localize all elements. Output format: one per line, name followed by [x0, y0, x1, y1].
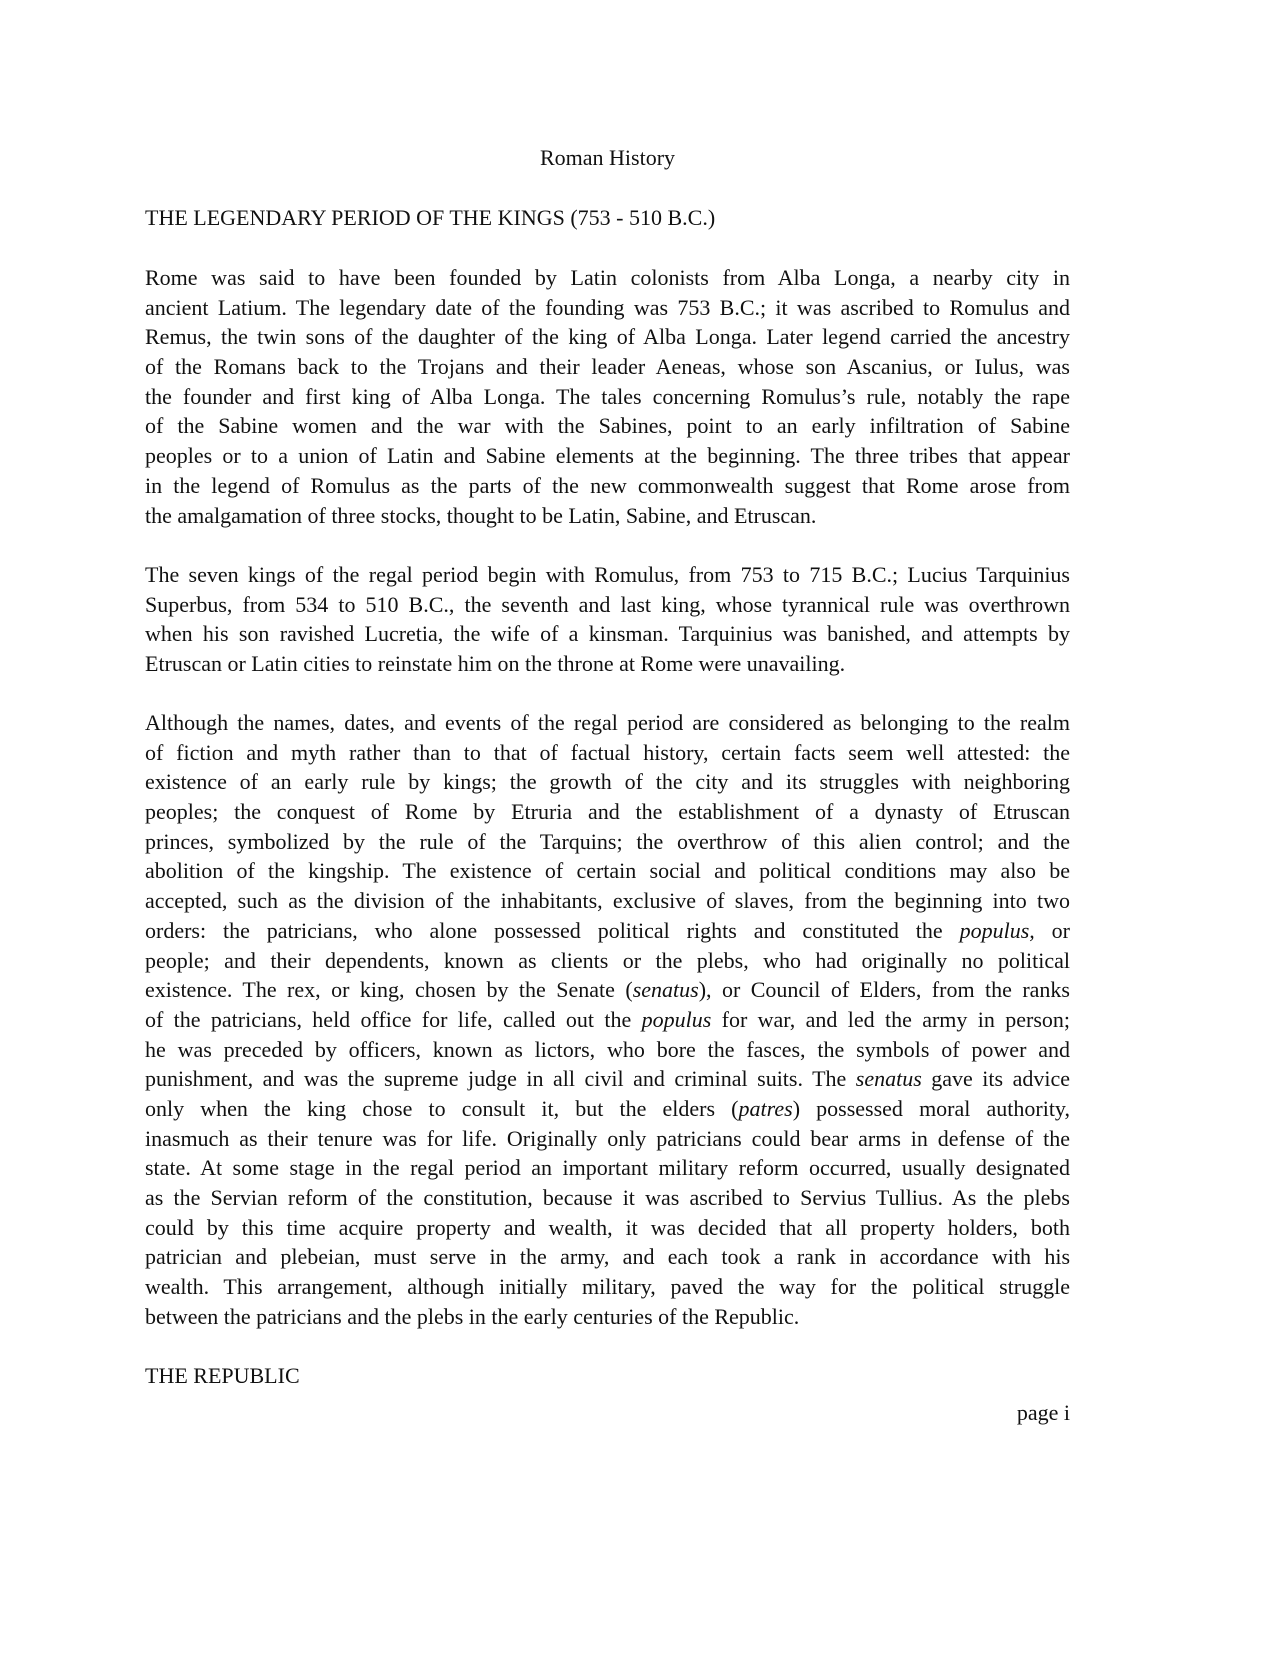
text-line: Superbus, from 534 to 510 B.C., the seventh and last king, whose tyrannical rule was overthrown [145, 591, 1070, 617]
text-line: the founder and first king of Alba Longa. The tales concerning Romulus’s rule, notably the rape [145, 383, 1070, 409]
text-line [145, 1005, 1070, 1035]
text-line: wealth. This arrangement, although initially military, paved the way for the political struggle [145, 1274, 1070, 1300]
text-segment: ) possessed moral authority, [792, 1095, 1071, 1121]
text-line: princes, symbolized by the rule of the Tarquins; the overthrow of this alien control; and the [145, 828, 1070, 854]
text-line: when his son ravished Lucretia, the wife of a kinsman. Tarquinius was banished, and attempts by [145, 621, 1070, 647]
text-line: patrician and plebeian, must serve in the army, and each took a rank in accordance with his [145, 1244, 1070, 1270]
text-line: of the Romans back to the Trojans and their leader Aeneas, whose son Ascanius, or Iulus, was [145, 354, 1070, 380]
text-segment: of the patricians, held office for life, called out the [145, 1006, 642, 1032]
text-line: peoples; the conquest of Rome by Etruria and the establishment of a dynasty of Etruscan [145, 799, 1070, 825]
text-line: of fiction and myth rather than to that of factual history, certain facts seem well attested: the [145, 739, 1070, 765]
text-segment: for war, and led the army in person; [711, 1006, 1070, 1032]
italic-term: patres [738, 1095, 793, 1121]
text-line: the amalgamation of three stocks, thought to be Latin, Sabine, and Etruscan. [145, 502, 817, 528]
italic-term: populus [641, 1006, 712, 1032]
text-line: existence of an early rule by kings; the growth of the city and its struggles with neighboring [145, 769, 1070, 795]
text-segment: gave its advice [921, 1066, 1070, 1092]
text-line [145, 1094, 1070, 1124]
text-line: abolition of the kingship. The existence of certain social and political conditions may also be [145, 858, 1070, 884]
text-line: Rome was said to have been founded by Latin colonists from Alba Longa, a nearby city in [145, 265, 1070, 290]
paragraph [145, 560, 1070, 679]
text-line: accepted, such as the division of the inhabitants, exclusive of slaves, from the beginning into two [145, 888, 1070, 914]
text-line: as the Servian reform of the constitution, because it was ascribed to Servius Tullius. As the plebs [145, 1185, 1070, 1210]
text-line: between the patricians and the plebs in the early centuries of the Republic. [145, 1303, 800, 1329]
text-line: he was preceded by officers, known as lictors, who bore the fasces, the symbols of power and [145, 1036, 1070, 1062]
text-line: Remus, the twin sons of the daughter of the king of Alba Longa. Later legend carried the ancestry [145, 324, 1070, 350]
text-line: Although the names, dates, and events of the regal period are considered as belonging to the realm [145, 710, 1070, 735]
text-line: could by this time acquire property and wealth, it was decided that all property holders, both [145, 1214, 1070, 1240]
text-line: of the Sabine women and the war with the Sabines, point to an early infiltration of Sabine [145, 413, 1070, 439]
text-segment: orders: the patricians, who alone possessed political rights and constituted the [145, 917, 960, 943]
text-line: ancient Latium. The legendary date of the founding was 753 B.C.; it was ascribed to Romulus and [145, 294, 1070, 320]
paragraph [145, 708, 1070, 1331]
text-segment: or [1034, 917, 1070, 943]
section-heading: THE LEGENDARY PERIOD OF THE KINGS (753 - 510 B.C.) [145, 205, 716, 230]
document-title: Roman History [539, 145, 676, 170]
italic-term: populus, [959, 917, 1035, 943]
paragraph [145, 263, 1070, 530]
text-line: people; and their dependents, known as clients or the plebs, who had originally no political [145, 947, 1070, 973]
page-number: page i [1016, 1400, 1070, 1425]
text-line: The seven kings of the regal period begin with Romulus, from 753 to 715 B.C.; Lucius Tarquinius [145, 562, 1070, 587]
text-line [145, 916, 1070, 946]
italic-term: senatus [632, 977, 699, 1003]
text-line: Etruscan or Latin cities to reinstate him on the throne at Rome were unavailing. [145, 651, 846, 677]
text-line [145, 975, 1070, 1005]
text-segment: existence. The rex, or king, chosen by the Senate ( [145, 977, 633, 1003]
italic-term: senatus [855, 1066, 922, 1092]
text-line: inasmuch as their tenure was for life. Originally only patricians could bear arms in defense of the [145, 1125, 1070, 1151]
text-line: peoples or to a union of Latin and Sabine elements at the beginning. The three tribes that appear [145, 443, 1070, 469]
text-line [145, 1064, 1070, 1094]
text-line: state. At some stage in the regal period an important military reform occurred, usually designated [145, 1155, 1070, 1181]
text-segment: only when the king chose to consult it, but the elders ( [145, 1095, 739, 1121]
text-segment: punishment, and was the supreme judge in all civil and criminal suits. The [145, 1066, 856, 1092]
text-segment: ), or Council of Elders, from the ranks [698, 977, 1070, 1003]
text-line: in the legend of Romulus as the parts of the new commonwealth suggest that Rome arose from [145, 472, 1070, 498]
section-heading-republic: THE REPUBLIC [145, 1363, 300, 1388]
